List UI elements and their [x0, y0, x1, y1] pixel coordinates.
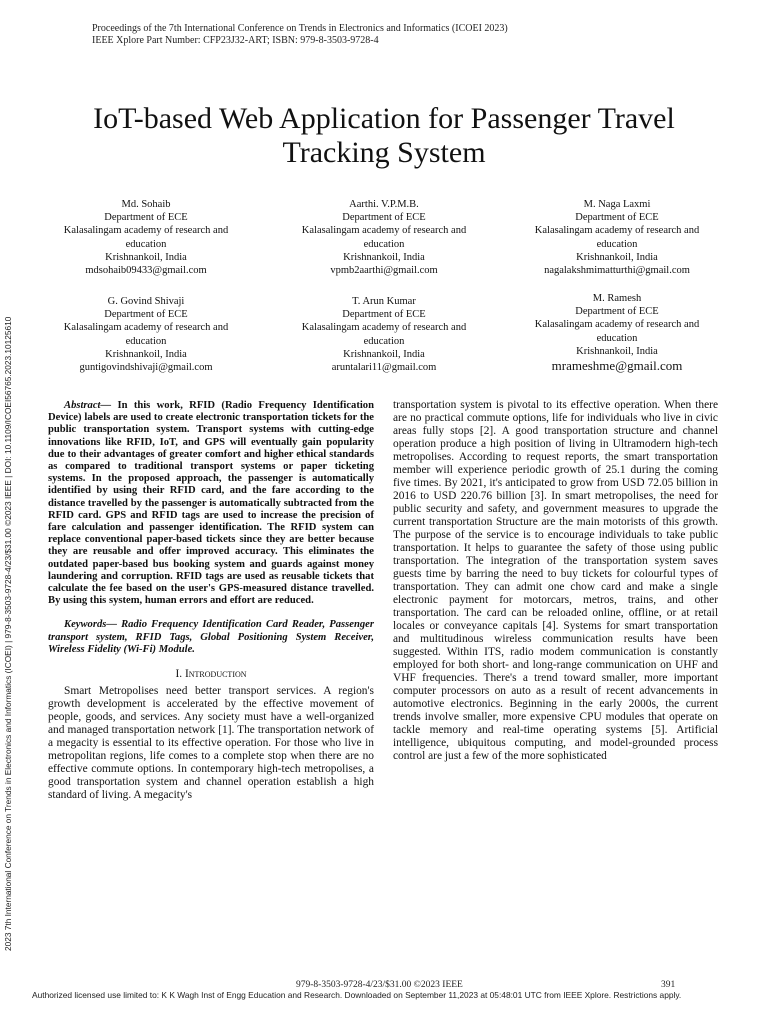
author-institution: Kalasalingam academy of research and: [301, 225, 467, 237]
author-institution-cont: education: [596, 332, 638, 344]
proceedings-header: [92, 23, 508, 47]
author-email[interactable]: aruntalari11@gmail.com: [331, 362, 437, 374]
right-column: [393, 399, 718, 763]
author-email[interactable]: mdsohaib09433@gmail.com: [85, 265, 207, 277]
author-dept: Department of ECE: [342, 309, 426, 321]
abstract: [48, 400, 374, 607]
title-line-2: Tracking System: [282, 136, 486, 169]
author-dept: Department of ECE: [575, 306, 659, 318]
title-line-1: IoT-based Web Application for Passenger Travel: [93, 102, 675, 135]
author-block: [30, 198, 262, 277]
doi-sidebar: 2023 7th International Conference on Trends in Electronics and Informatics (ICOEI) | 979-8-3503-9728-4/23/$31.00 ©2023 IEEE | DOI: 10.1109/ICOEI56765.2023.10125610: [3, 316, 13, 951]
author-name: Md. Sohaib: [121, 199, 171, 210]
author-block: [500, 198, 734, 277]
left-column: [48, 400, 374, 802]
section-number: I.: [175, 668, 183, 681]
author-email[interactable]: vpmb2aarthi@gmail.com: [330, 265, 438, 277]
abstract-text: In this work, RFID (Radio Frequency Identification Device) labels are used to create electronic transportation tickets for the public transportation system. Transport systems with cutting-edge innovations like RFID, IoT, and GPS will eventually gain popularity due to their advantages of greater comfort and higher ethical standards as compared to traditional transport systems or paper ticketing systems. In the proposed approach, the passenger is automatically identified by using their RFID card, and the fare according to the distance travelled by the passenger is automatically subtracted from the RFID card. GPS and RFID tags are used to increase the precision of fare calculation and passenger identification. The RFID system can replace conventional paper-based tickets since they are better because they are reusable and offer improved accuracy. This eliminates the outdated paper-based bus booking system and guards against money laundering and corruption. RFID tags are used as reusable tickets that calculate the fee based on the user's GPS-measured distance travelled. By using this system, human errors and effort are reduced.: [48, 400, 374, 607]
author-email[interactable]: guntigovindshivaji@gmail.com: [79, 362, 213, 374]
license-notice: Authorized licensed use limited to: K K Wagh Inst of Engg Education and Research. Downloaded on September 11,2023 at 05:48:01 UTC from IEEE Xplore. Restrictions apply.: [32, 990, 682, 1000]
section-heading-introduction: [48, 668, 374, 681]
author-name: Aarthi. V.P.M.B.: [349, 199, 419, 210]
paper-title: [0, 102, 768, 170]
author-institution: Kalasalingam academy of research and: [534, 319, 700, 331]
author-name: M. Ramesh: [592, 293, 642, 304]
section-title: Introduction: [184, 668, 247, 681]
author-institution: Kalasalingam academy of research and: [534, 225, 700, 237]
keywords-text: Radio Frequency Identification Card Reader, Passenger transport system, RFID Tags, Global Positioning System Receiver, Wireless Fidelity (Wi-Fi) Module.: [48, 619, 374, 655]
author-institution-cont: education: [363, 238, 405, 250]
intro-paragraph-right: transportation system is pivotal to its effective operation. When there are no practical commute options, life for individuals who live in civic areas fully stops [2]. A good transportation structure and channel operation produce a high position of living in Ultramodern high-tech metropolises. According to request reports, the smart transportation member will experience periodic growth of 25.1 during the coming five times. By 2021, it's anticipated to grow from USD 72.05 billion in 2016 to USD 220.76 billion [3]. In smart metropolises, the need for public security and safety, and government measures to upgrade the current transportation Structure are the main motorists of this growth. The purpose of the service is to encourage individuals to take public transportation. It helps to guarantee the safety of those using public transportation. The integration of the transportation system saves guests time by barring the need to buy tickets for colourful types of transportation. They can admit one chow card and make a single electronic payment for motorcars, metros, trains, and other transportation. The card can be reloaded online, offline, or at retail locales or conveyance capitals [4]. Systems for smart transportation and multitudinous wireless communication results have been suggested. Within ITS, radio modem communication is constantly employed for both short- and long-range communication on UHF and VHF frequencies. There's a trend toward smaller, more important computer processors on auto as a result of recent advancements in automotive electronics. Beginning in the early 2000s, the current trends involve smaller, more expensive CPU modules that operate on tackle memory and real-time operating systems [5]. Artificial intelligence, ubiquitous computing, and model-grounded process control are just a few of the more sophisticated: [393, 399, 718, 762]
footer-isbn: 979-8-3503-9728-4/23/$31.00 ©2023 IEEE: [296, 980, 463, 990]
author-institution: Kalasalingam academy of research and: [63, 225, 229, 237]
author-location: Krishnankoil, India: [343, 251, 425, 263]
intro-paragraph-left: Smart Metropolises need better transport services. A region's growth development is accelerated by the effective movement of people, goods, and services. Any society must have a well-organized and managed transportation network [1]. The transportation network of a megacity is essential to its effective operation. For those who live in metropolitan regions, life comes to a complete stop when there are no effective commute options. In contemporary high-tech metropolises, a good transportation system and channel operation establish a high standard of living. A megacity's: [48, 685, 374, 802]
author-block: [30, 295, 262, 374]
author-block: [500, 292, 734, 374]
author-institution-cont: education: [125, 335, 167, 347]
header-line-2: IEEE Xplore Part Number: CFP23J32-ART; ISBN: 979-8-3503-9728-4: [92, 35, 379, 46]
author-location: Krishnankoil, India: [105, 251, 187, 263]
keywords-label: Keywords—: [64, 619, 117, 631]
author-email[interactable]: nagalakshmimatturthi@gmail.com: [544, 265, 690, 277]
author-institution-cont: education: [125, 238, 167, 250]
author-location: Krishnankoil, India: [576, 345, 658, 357]
author-name: M. Naga Laxmi: [583, 199, 651, 210]
author-dept: Department of ECE: [104, 309, 188, 321]
author-dept: Department of ECE: [342, 212, 426, 224]
author-email[interactable]: mrameshme@gmail.com: [551, 358, 683, 374]
page-number: 391: [661, 980, 676, 990]
author-dept: Department of ECE: [575, 212, 659, 224]
author-institution-cont: education: [596, 238, 638, 250]
author-block: [266, 198, 502, 277]
author-institution: Kalasalingam academy of research and: [301, 322, 467, 334]
header-line-1: Proceedings of the 7th International Conference on Trends in Electronics and Informatics (ICOEI 2023): [92, 23, 508, 34]
author-name: T. Arun Kumar: [352, 296, 416, 307]
abstract-label: Abstract—: [64, 400, 112, 411]
author-block: [266, 295, 502, 374]
author-location: Krishnankoil, India: [105, 348, 187, 360]
author-dept: Department of ECE: [104, 212, 188, 224]
keywords: [48, 619, 374, 656]
author-location: Krishnankoil, India: [343, 348, 425, 360]
author-institution-cont: education: [363, 335, 405, 347]
author-name: G. Govind Shivaji: [107, 296, 185, 307]
author-location: Krishnankoil, India: [576, 251, 658, 263]
author-institution: Kalasalingam academy of research and: [63, 322, 229, 334]
